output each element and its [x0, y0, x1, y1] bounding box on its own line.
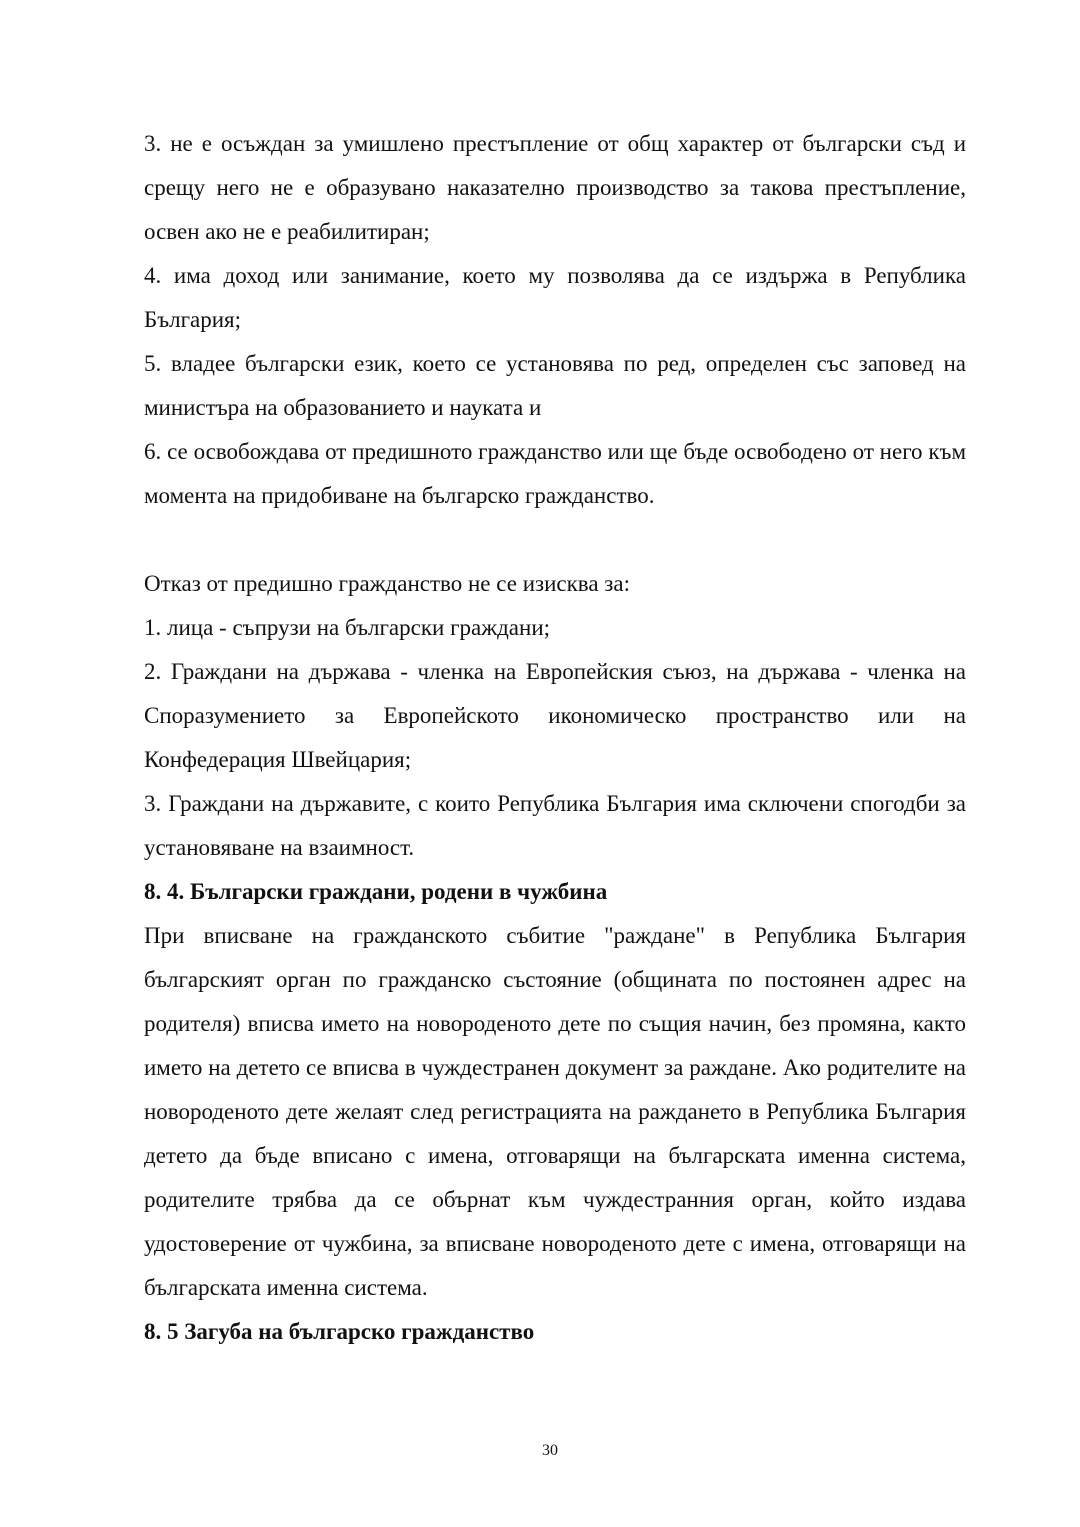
condition-item-4: 4. има доход или занимание, което му позволява да се издържа в Република България;: [144, 263, 966, 332]
page-number: 30: [542, 1442, 558, 1459]
condition-item-6: 6. се освобождава от предишното гражданство или ще бъде освободено от него към момента на придобиване на българско гражданство.: [144, 439, 966, 508]
condition-item-3: 3. не е осъждан за умишлено престъпление от общ характер от български съд и срещу него не е образувано наказателно производство за такова престъпление, освен ако не е реабилитиран;: [144, 131, 966, 244]
exemption-item-3: 3. Граждани на държавите, с които Република България има сключени спогодби за установяване на взаимност.: [144, 791, 966, 860]
paragraph-spacer: [144, 518, 966, 562]
exemption-item-1: 1. лица - съпрузи на български граждани;: [144, 615, 551, 640]
section-heading-8-4: 8. 4. Български граждани, родени в чужбина: [144, 879, 608, 904]
section-8-4-body: При вписване на гражданското събитие "раждане" в Република България българският орган по гражданско състояние (общината по постоянен адрес на родителя) вписва името на новороденото дете по същия начин, без промяна, както името на детето се вписва в чуждестранен документ за раждане. Ако родителите на новороденото дете желаят след регистрацията на раждането в Република България детето да бъде вписано с имена, отговарящи на българската именна система, родителите трябва да се обърнат към чуждестранния орган, който издава удостоверение от чужбина, за вписване новороденото дете с имена, отговарящи на българската именна система.: [144, 923, 966, 1300]
body-text: [144, 122, 966, 1354]
exemption-intro: Отказ от предишно гражданство не се изисква за:: [144, 571, 630, 596]
condition-item-5: 5. владее български език, което се установява по ред, определен със заповед на министъра на образованието и науката и: [144, 351, 966, 420]
section-heading-8-5: 8. 5 Загуба на българско гражданство: [144, 1319, 535, 1344]
exemption-item-2: 2. Граждани на държава - членка на Европейския съюз, на държава - членка на Споразумението за Европейското икономическо пространство или на Конфедерация Швейцария;: [144, 659, 966, 772]
